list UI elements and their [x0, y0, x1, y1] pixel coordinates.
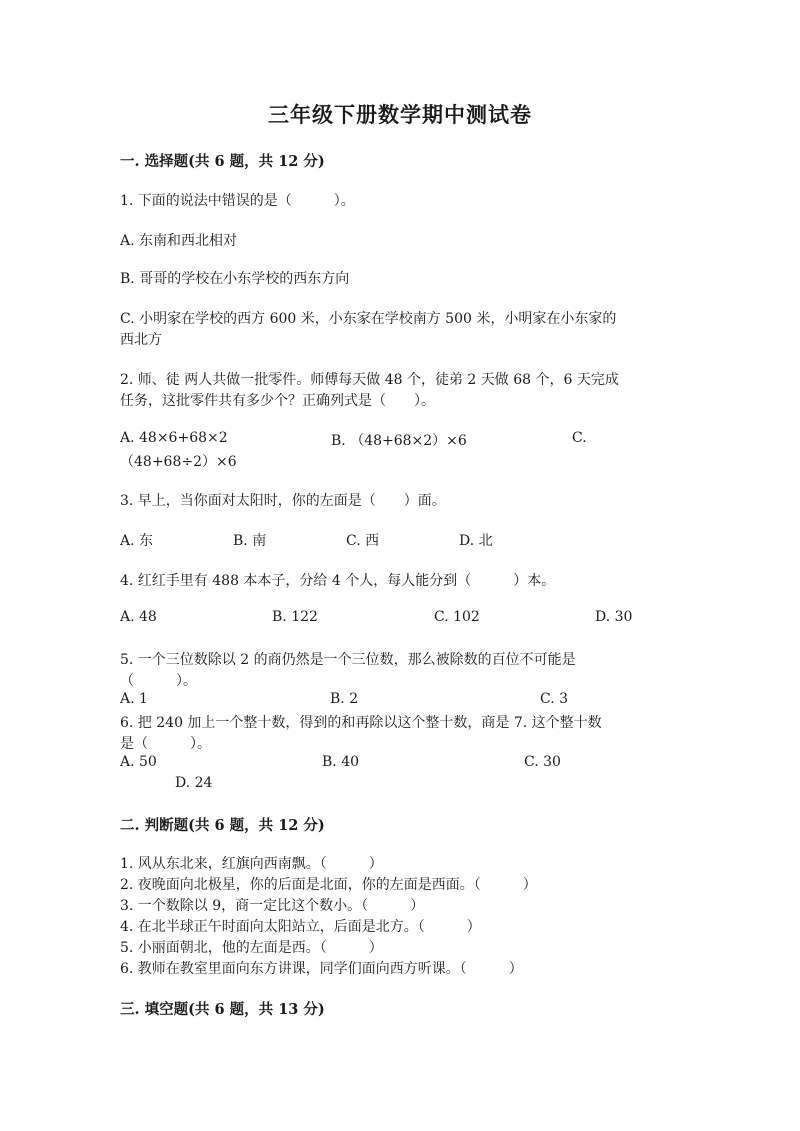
question-3-option-b: B. 南: [233, 533, 267, 549]
section-heading-fill-in: 三. 填空题(共 6 题，共 13 分): [120, 1001, 325, 1018]
question-2-stem-line2: 任务，这批零件共有多少个？正确列式是（ ）。: [120, 393, 435, 409]
question-2-option-c: C.: [572, 430, 587, 446]
true-false-item-2: 2. 夜晚面向北极星，你的后面是北面，你的左面是西面。（ ）: [120, 877, 537, 893]
question-5-stem-line2: （ ）。: [120, 673, 197, 689]
question-5-option-a: A. 1: [120, 691, 148, 707]
question-2-option-a: A. 48×6+68×2: [120, 430, 228, 446]
question-4-option-b: B. 122: [272, 609, 318, 625]
true-false-item-3: 3. 一个数除以 9，商一定比这个数小。（ ）: [120, 898, 425, 914]
true-false-item-6: 6. 教师在教室里面向东方讲课，同学们面向西方听课。（ ）: [120, 961, 523, 977]
question-5-option-b: B. 2: [330, 691, 359, 707]
question-6-stem-line1: 6. 把 240 加上一个整十数，得到的和再除以这个整十数，商是 7. 这个整十数: [120, 715, 602, 731]
question-2-option-c-continued: （48+68÷2）×6: [120, 454, 237, 470]
question-1-option-a: A. 东南和西北相对: [120, 233, 238, 249]
question-4-option-a: A. 48: [120, 609, 157, 625]
question-5-stem-line1: 5. 一个三位数除以 2 的商仍然是一个三位数，那么被除数的百位不可能是: [120, 652, 576, 668]
question-4-option-d: D. 30: [595, 609, 633, 625]
question-3-option-a: A. 东: [120, 533, 154, 549]
question-3-stem: 3. 早上，当你面对太阳时，你的左面是（ ）面。: [120, 493, 446, 509]
question-4-stem: 4. 红红手里有 488 本本子，分给 4 个人，每人能分到（ ）本。: [120, 573, 556, 589]
question-1-option-c-continued: 西北方: [120, 332, 162, 348]
question-3-option-d: D. 北: [459, 533, 493, 549]
question-5-option-c: C. 3: [540, 691, 569, 707]
question-6-option-c: C. 30: [524, 754, 561, 770]
section-heading-multiple-choice: 一. 选择题(共 6 题，共 12 分): [120, 153, 325, 170]
question-6-option-d: D. 24: [175, 775, 213, 791]
question-6-option-a: A. 50: [120, 754, 157, 770]
question-2-option-b: B. （48+68×2）×6: [331, 433, 467, 449]
question-2-stem-line1: 2. 师、徒 两人共做一批零件。师傅每天做 48 个，徒弟 2 天做 68 个，6 天完成: [120, 372, 619, 388]
question-4-option-c: C. 102: [434, 609, 480, 625]
question-1-option-c: C. 小明家在学校的西方 600 米，小东家在学校南方 500 米，小明家在小东家的: [120, 311, 617, 327]
page-title: 三年级下册数学期中测试卷: [268, 102, 532, 127]
question-1-option-b: B. 哥哥的学校在小东学校的西东方向: [120, 271, 350, 287]
true-false-item-4: 4. 在北半球正午时面向太阳站立，后面是北方。（ ）: [120, 919, 481, 935]
question-6-option-b: B. 40: [322, 754, 360, 770]
question-1-stem: 1. 下面的说法中错误的是（ ）。: [120, 193, 355, 209]
question-3-option-c: C. 西: [346, 533, 380, 549]
section-heading-true-false: 二. 判断题(共 6 题，共 12 分): [120, 817, 325, 834]
true-false-item-5: 5. 小丽面朝北，他的左面是西。（ ）: [120, 940, 383, 956]
true-false-item-1: 1. 风从东北来，红旗向西南飘。（ ）: [120, 856, 383, 872]
question-6-stem-line2: 是（ ）。: [120, 736, 211, 752]
